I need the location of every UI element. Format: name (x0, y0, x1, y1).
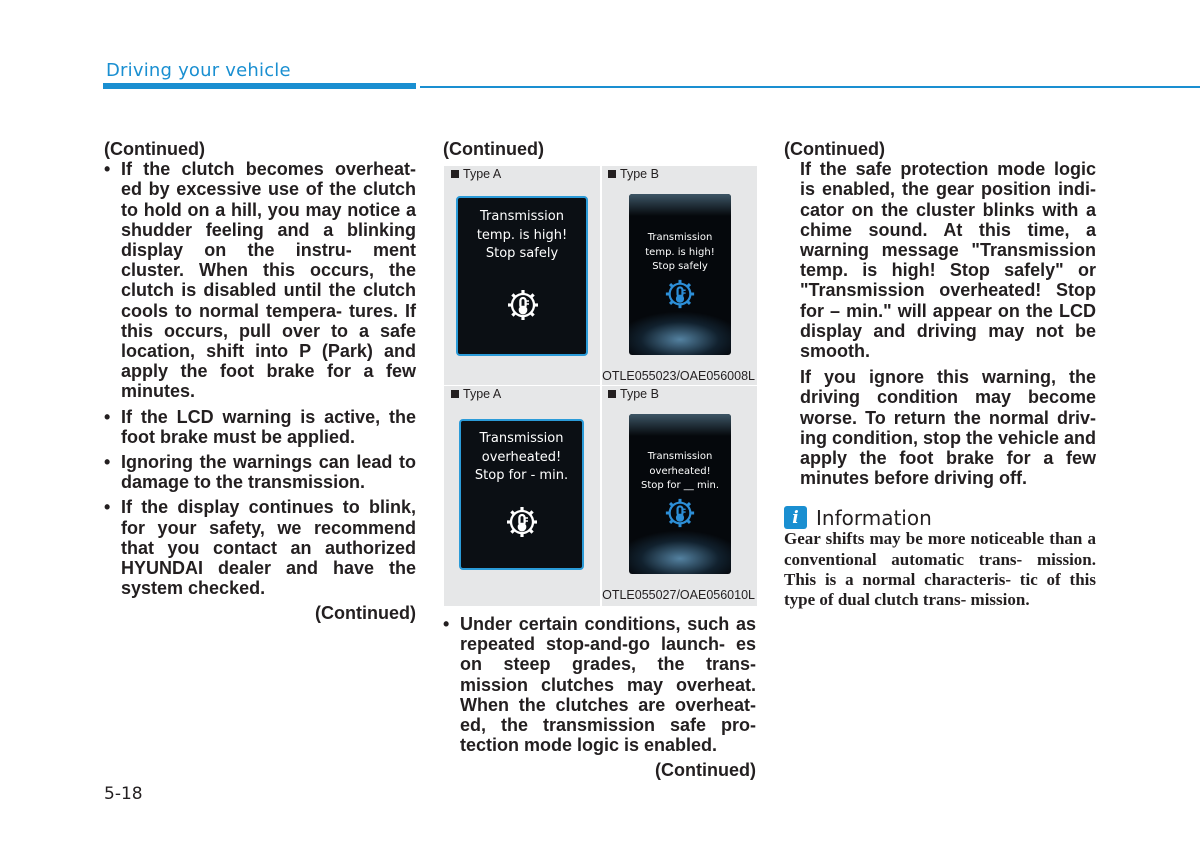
left-column (104, 139, 416, 624)
continued-label: (Continued) (655, 760, 756, 781)
figure-divider (600, 386, 602, 606)
list-item: • Ignoring the warnings can lead to damage to the transmission. (104, 452, 416, 493)
header-rule-thin (420, 86, 1200, 88)
list-item-text: Under certain conditions, such as repeated stop-and-go launch- es on steep grades, the trans- mission clutches may overheat. When the clutches are overheat- ed, the transmission safe pro- tection mode logic is enabled. (460, 614, 756, 756)
figure-caption: OTLE055023/OAE056008L (602, 369, 755, 383)
message-line: temp. is high! (645, 246, 715, 258)
message-line: Transmission (480, 209, 564, 224)
list-item: • Under certain conditions, such as repeated stop-and-go launch- es on steep grades, the trans- mission clutches may overheat. When the clutches are overheat- ed, the transmission safe pro- tection mode logic is enabled. (443, 614, 756, 756)
cluster-display-type-a (456, 196, 588, 356)
transmission-temperature-warning-icon (505, 505, 539, 539)
information-icon: i (784, 506, 807, 529)
cluster-display-type-a (459, 419, 584, 570)
page-number: 5-18 (104, 784, 143, 804)
middle-column-text (443, 614, 756, 781)
continued-label: (Continued) (104, 139, 205, 159)
figure-caption: OTLE055027/OAE056010L (602, 588, 755, 602)
continued-label: (Continued) (784, 139, 885, 159)
section-title: Driving your vehicle (106, 60, 291, 81)
message-line: temp. is high! (476, 227, 568, 243)
message-line: Stop for __ min. (640, 480, 720, 491)
message-line: Transmission (647, 232, 713, 243)
paragraph: If you ignore this warning, the driving condition may become worse. To return the normal driv- ing condition, stop the vehicle and apply the foot brake for a few minutes before driving off. (800, 367, 1097, 489)
information-text: Gear shifts may be more noticeable than a conventional automatic trans- mission. This is a normal characteris- tic of this type of dual clutch trans- mission. (784, 529, 1096, 610)
middle-column (443, 139, 756, 159)
list-item: • If the display continues to blink, for your safety, we recommend that you contact an authorized HYUNDAI dealer and have the system checked. (104, 497, 416, 599)
continued-label: (Continued) (315, 603, 416, 624)
list-item-text: Ignoring the warnings can lead to damage to the transmission. (121, 452, 416, 493)
transmission-temperature-warning-icon (506, 288, 540, 322)
list-item-text: If the display continues to blink, for your safety, we recommend that you contact an authorized HYUNDAI dealer and have the system checked. (121, 497, 416, 599)
information-heading (784, 506, 1096, 529)
header-rule-thick (103, 83, 416, 89)
list-item-text: If the LCD warning is active, the foot brake must be applied. (121, 406, 416, 447)
message-line: overheated! (481, 449, 562, 465)
list-item: • If the LCD warning is active, the foot brake must be applied. (104, 406, 416, 447)
type-a-label: Type A (451, 167, 501, 181)
message-line: Stop for - min. (474, 468, 569, 483)
transmission-temperature-warning-icon (664, 497, 696, 529)
cluster-display-type-b (629, 194, 731, 355)
message-line: Stop safely (652, 261, 708, 272)
message-line: Transmission (647, 451, 713, 462)
cluster-display-type-b (629, 414, 731, 574)
transmission-temperature-warning-icon (664, 278, 696, 310)
paragraph: If the safe protection mode logic is enabled, the gear position indi- cator on the cluster blinks with a chime sound. At this time, a warning message "Transmission temp. is high! Stop safely" or "Transmission overheated! Stop for – min." will appear on the LCD display and driving may not be smooth. (800, 159, 1096, 362)
message-line: Transmission (479, 431, 564, 446)
message-line: Stop safely (485, 246, 559, 261)
right-column (784, 139, 1096, 610)
type-b-label: Type B (608, 387, 659, 401)
continued-label: (Continued) (443, 139, 544, 159)
list-item: • If the clutch becomes overheat- ed by excessive use of the clutch to hold on a hill, you may notice a shudder feeling and a blinking display on the instru- ment cluster. When this occurs, the clutch is disabled until the clutch cools to normal tempera- tures. If this occurs, pull over to a safe location, shift into P (Park) and apply the foot brake for a few minutes. (104, 159, 416, 402)
information-title: Information (816, 505, 932, 530)
type-a-label: Type A (451, 387, 501, 401)
list-item-text: If the clutch becomes overheat- ed by excessive use of the clutch to hold on a hill, you may notice a shudder feeling and a blinking display on the instru- ment cluster. When this occurs, the clutch is disabled until the clutch cools to normal tempera- tures. If this occurs, pull over to a safe location, shift into P (Park) and apply the foot brake for a few minutes. (121, 159, 416, 402)
message-line: overheated! (649, 465, 711, 477)
figure-overheated (444, 385, 757, 606)
type-b-label: Type B (608, 167, 659, 181)
figure-divider (600, 166, 602, 385)
figure-temp-high (444, 166, 757, 385)
